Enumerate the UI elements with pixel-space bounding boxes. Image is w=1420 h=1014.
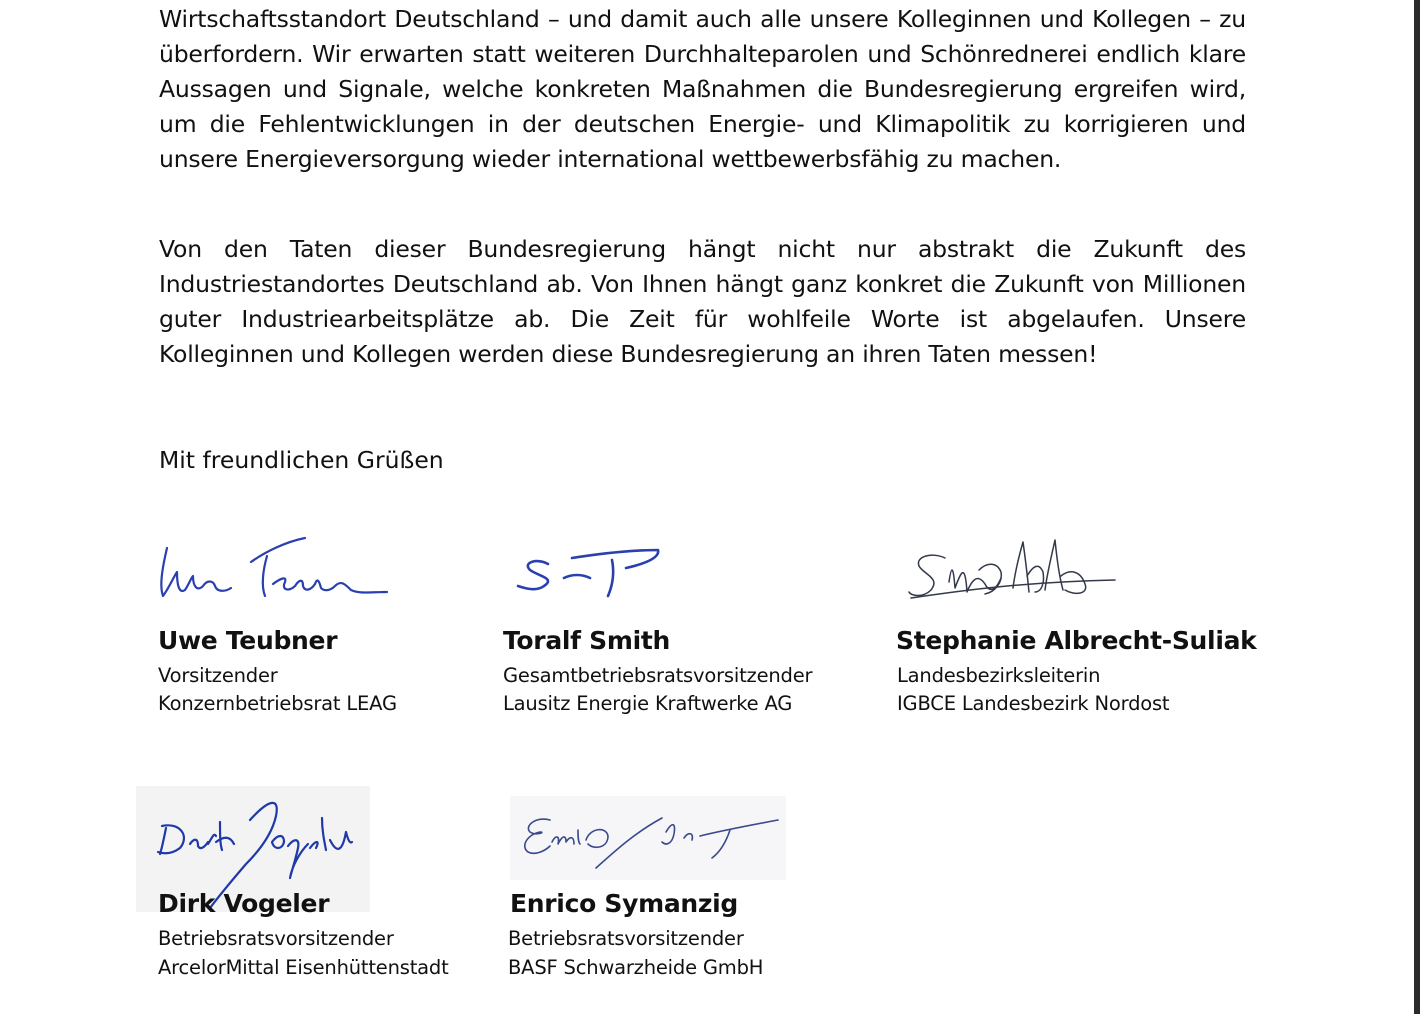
signatory-organization: BASF Schwarzheide GmbH — [508, 956, 764, 979]
signatory-name: Enrico Symanzig — [510, 889, 739, 918]
page-edge — [1414, 0, 1420, 1014]
body-paragraph-2: Von den Taten dieser Bundesregierung hängt nicht nur abstrakt die Zukunft des Industriestandortes Deutschland ab. Von Ihnen hängt ganz konkret die Zukunft von Millionen guter Industriearbeitsplätze ab. Die Zeit für wohlfeile Worte ist abgelaufen. Unsere Kolleginnen und Kollegen werden diese Bundesregierung an ihren Taten messen! — [159, 235, 1246, 368]
signatory-name: Stephanie Albrecht-Suliak — [896, 626, 1257, 655]
closing-greeting: Mit freundlichen Grüßen — [159, 446, 444, 474]
signatory-organization: ArcelorMittal Eisenhüttenstadt — [158, 956, 449, 979]
signature-stephanie-albrecht-suliak — [905, 532, 1125, 608]
signatory-organization: Lausitz Energie Kraftwerke AG — [503, 692, 793, 715]
signature-enrico-symanzig — [516, 802, 786, 878]
signatory-title: Betriebsratsvorsitzender — [508, 927, 744, 950]
signatory-organization: IGBCE Landesbezirk Nordost — [897, 692, 1170, 715]
signatory-title: Betriebsratsvorsitzender — [158, 927, 394, 950]
signatory-organization: Konzernbetriebsrat LEAG — [158, 692, 397, 715]
signatory-title: Vorsitzender — [158, 664, 278, 687]
signature-toralf-smith — [508, 540, 668, 604]
signatory-name: Toralf Smith — [503, 626, 671, 655]
signature-uwe-teubner — [155, 530, 395, 610]
signatory-name: Dirk Vogeler — [158, 889, 330, 918]
signatory-title: Landesbezirksleiterin — [897, 664, 1101, 687]
body-paragraph-1: Wirtschaftsstandort Deutschland – und damit auch alle unsere Kolleginnen und Kollegen – zu überfordern. Wir erwarten statt weiteren Durchhalteparolen und Schönrednerei endlich klare Aussagen und Signale, welche konkreten Maßnahmen die Bundesregierung ergreifen wird, um die Fehlentwicklungen in der deutschen Energie- und Klimapolitik zu korrigieren und unsere Energieversorgung wieder international wettbewerbsfähig zu machen. — [159, 5, 1246, 173]
signatory-title: Gesamtbetriebsratsvorsitzender — [503, 664, 813, 687]
signatory-name: Uwe Teubner — [158, 626, 338, 655]
